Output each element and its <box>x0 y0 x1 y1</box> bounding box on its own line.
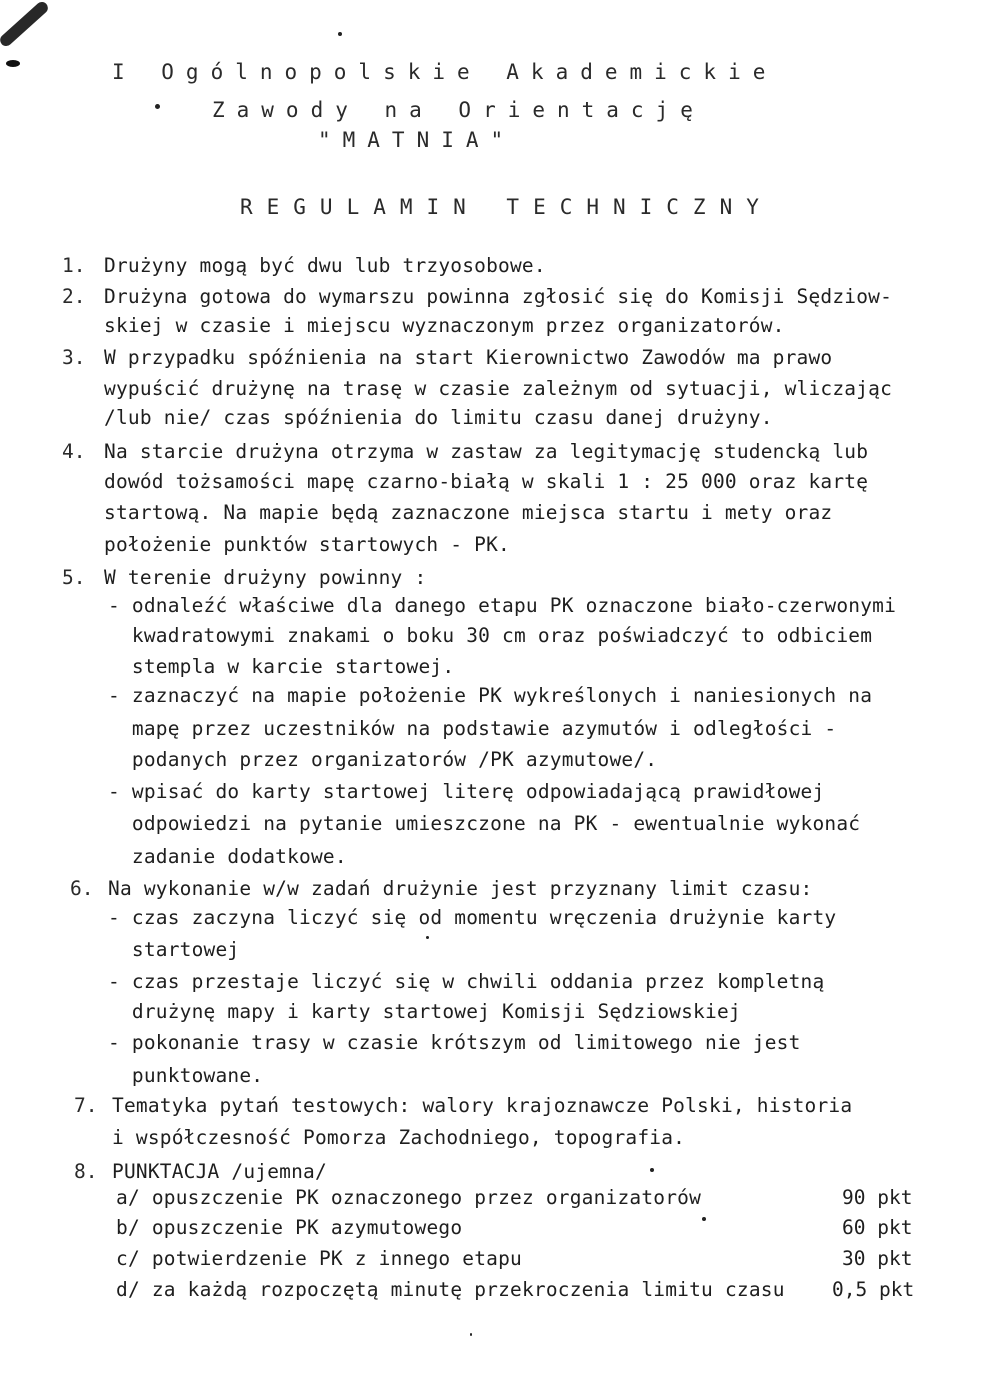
section-5-bullet-line: podanych przez organizatorów /PK azymutowe/. <box>108 748 658 771</box>
scan-speck <box>426 936 429 939</box>
header-line-2: Zawody na Orientację <box>212 98 705 122</box>
penalty-label: d/ za każdą rozpoczętą minutę przekroczenia limitu czasu <box>116 1278 785 1301</box>
penalty-points: 60 pkt <box>842 1216 913 1239</box>
section-number: 8. <box>74 1160 98 1183</box>
section-3-line: /lub nie/ czas spóźnienia do limitu czasu danej drużyny. <box>104 406 773 429</box>
penalty-points: 30 pkt <box>842 1247 913 1270</box>
section-5-bullet-line: stempla w karcie startowej. <box>108 655 455 678</box>
section-5-bullet-line: - odnaleźć właściwe dla danego etapu PK oznaczone biało-czerwonymi <box>108 594 897 617</box>
scan-speck <box>155 104 160 109</box>
scan-speck <box>650 1168 654 1172</box>
section-5-bullet-line: - wpisać do karty startowej literę odpowiadającą prawidłowej <box>108 780 825 803</box>
section-5-bullet-line: mapę przez uczestników na podstawie azymutów i odległości - <box>108 717 837 740</box>
section-5-bullet-line: odpowiedzi na pytanie umieszczone na PK - ewentualnie wykonać <box>108 812 861 835</box>
section-6-bullet-line: punktowane. <box>108 1064 264 1087</box>
section-number: 4. <box>62 440 86 463</box>
section-6-bullet-line: startowej <box>108 938 240 961</box>
document-title: REGULAMIN TECHNICZNY <box>240 195 773 219</box>
section-4-line: Na starcie drużyna otrzyma w zastaw za legitymację studencką lub <box>104 440 869 463</box>
header-line-3: "MATNIA" <box>318 128 516 152</box>
section-2-line: Drużyna gotowa do wymarszu powinna zgłosić się do Komisji Sędziow- <box>104 285 893 308</box>
section-number: 1. <box>62 254 86 277</box>
section-6-line: Na wykonanie w/w zadań drużynie jest przyznany limit czasu: <box>108 877 813 900</box>
penalty-points: 90 pkt <box>842 1186 913 1209</box>
section-5-bullet-line: zadanie dodatkowe. <box>108 845 347 868</box>
section-4-line: położenie punktów startowych - PK. <box>104 533 510 556</box>
section-1-line: Drużyny mogą być dwu lub trzyosobowe. <box>104 254 546 277</box>
section-6-bullet-line: - czas zaczyna liczyć się od momentu wręczenia drużynie karty <box>108 906 837 929</box>
penalty-label: b/ opuszczenie PK azymutowego <box>116 1216 463 1239</box>
header-line-1: I Ogólnopolskie Akademickie <box>112 60 778 84</box>
scan-speck <box>338 32 342 36</box>
section-number: 7. <box>74 1094 98 1117</box>
scan-speck <box>702 1217 706 1221</box>
section-number: 5. <box>62 566 86 589</box>
section-number: 2. <box>62 285 86 308</box>
section-7-line: i współczesność Pomorza Zachodniego, topografia. <box>112 1126 686 1149</box>
scan-speck <box>470 1333 472 1336</box>
section-3-line: wypuścić drużynę na trasę w czasie zależnym od sytuacji, wliczając <box>104 377 893 400</box>
section-6-bullet-line: - czas przestaje liczyć się w chwili oddania przez kompletną <box>108 970 825 993</box>
penalty-label: c/ potwierdzenie PK z innego etapu <box>116 1247 522 1270</box>
section-3-line: W przypadku spóźnienia na start Kierownictwo Zawodów ma prawo <box>104 346 833 369</box>
section-4-line: dowód tożsamości mapę czarno-białą w skali 1 : 25 000 oraz kartę <box>104 470 869 493</box>
section-6-bullet-line: drużynę mapy i karty startowej Komisji Sędziowskiej <box>108 1000 741 1023</box>
section-2-line: skiej w czasie i miejscu wyznaczonym przez organizatorów. <box>104 314 785 337</box>
section-7-line: Tematyka pytań testowych: walory krajoznawcze Polski, historia <box>112 1094 853 1117</box>
penalty-label: a/ opuszczenie PK oznaczonego przez organizatorów <box>116 1186 702 1209</box>
ink-blot <box>6 60 20 67</box>
pen-stroke-mark <box>0 0 50 49</box>
section-5-line: W terenie drużyny powinny : <box>104 566 427 589</box>
scoring-heading: PUNKTACJA /ujemna/ <box>112 1160 327 1183</box>
penalty-points: 0,5 pkt <box>832 1278 915 1301</box>
section-number: 6. <box>70 877 94 900</box>
section-5-bullet-line: kwadratowymi znakami o boku 30 cm oraz poświadczyć to odbiciem <box>108 624 873 647</box>
section-number: 3. <box>62 346 86 369</box>
section-6-bullet-line: - pokonanie trasy w czasie krótszym od limitowego nie jest <box>108 1031 801 1054</box>
section-5-bullet-line: - zaznaczyć na mapie położenie PK wykreślonych i naniesionych na <box>108 684 873 707</box>
section-4-line: startową. Na mapie będą zaznaczone miejsca startu i mety oraz <box>104 501 833 524</box>
